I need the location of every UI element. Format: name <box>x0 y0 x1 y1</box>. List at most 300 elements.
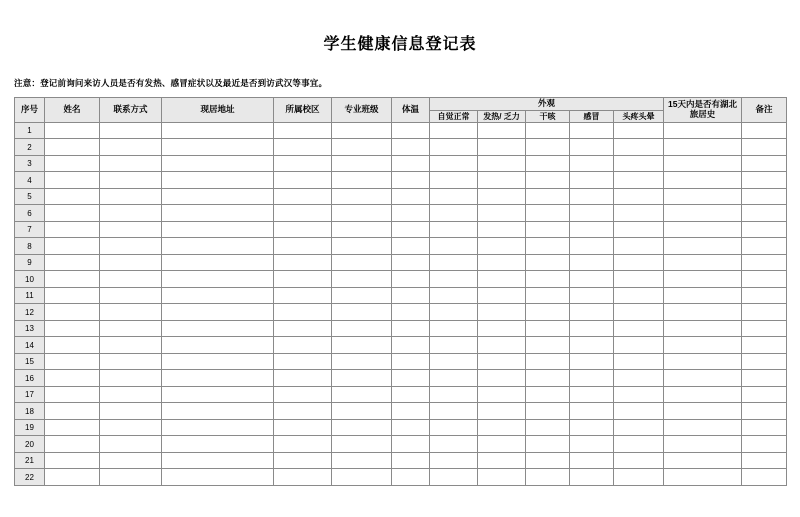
table-cell-empty[interactable] <box>614 238 664 255</box>
table-cell-empty[interactable] <box>430 353 478 370</box>
table-cell-empty[interactable] <box>526 370 570 387</box>
table-cell-empty[interactable] <box>274 419 332 436</box>
table-cell-empty[interactable] <box>526 337 570 354</box>
table-cell-empty[interactable] <box>45 353 100 370</box>
table-cell-empty[interactable] <box>742 436 787 453</box>
table-cell-empty[interactable] <box>430 304 478 321</box>
table-cell-empty[interactable] <box>526 205 570 222</box>
table-cell-empty[interactable] <box>100 188 162 205</box>
table-cell-empty[interactable] <box>478 221 526 238</box>
table-cell-empty[interactable] <box>742 271 787 288</box>
table-cell-empty[interactable] <box>478 452 526 469</box>
table-cell-empty[interactable] <box>430 139 478 156</box>
table-cell-empty[interactable] <box>45 155 100 172</box>
table-cell-empty[interactable] <box>274 386 332 403</box>
table-cell-empty[interactable] <box>742 287 787 304</box>
table-cell-empty[interactable] <box>274 370 332 387</box>
table-cell-empty[interactable] <box>100 337 162 354</box>
table-cell-empty[interactable] <box>430 188 478 205</box>
table-cell-empty[interactable] <box>100 122 162 139</box>
table-cell-empty[interactable] <box>392 221 430 238</box>
table-cell-empty[interactable] <box>526 287 570 304</box>
table-cell-empty[interactable] <box>100 287 162 304</box>
table-cell-empty[interactable] <box>570 221 614 238</box>
table-cell-empty[interactable] <box>478 155 526 172</box>
table-cell-empty[interactable] <box>392 254 430 271</box>
table-cell-empty[interactable] <box>45 320 100 337</box>
table-cell-empty[interactable] <box>570 238 614 255</box>
row-index-cell: 17 <box>15 386 45 403</box>
table-cell-empty[interactable] <box>570 320 614 337</box>
row-index-cell: 7 <box>15 221 45 238</box>
table-cell-empty[interactable] <box>274 452 332 469</box>
table-cell-empty[interactable] <box>742 353 787 370</box>
table-cell-empty[interactable] <box>45 287 100 304</box>
table-cell-empty[interactable] <box>430 436 478 453</box>
table-cell-empty[interactable] <box>664 287 742 304</box>
table-cell-empty[interactable] <box>526 122 570 139</box>
table-cell-empty[interactable] <box>45 403 100 420</box>
table-cell-empty[interactable] <box>100 403 162 420</box>
table-cell-empty[interactable] <box>332 205 392 222</box>
table-cell-empty[interactable] <box>430 320 478 337</box>
table-cell-empty[interactable] <box>664 188 742 205</box>
table-cell-empty[interactable] <box>332 221 392 238</box>
table-cell-empty[interactable] <box>332 386 392 403</box>
table-cell-empty[interactable] <box>274 403 332 420</box>
table-cell-empty[interactable] <box>162 221 274 238</box>
table-cell-empty[interactable] <box>526 419 570 436</box>
table-cell-empty[interactable] <box>100 238 162 255</box>
table-cell-empty[interactable] <box>332 287 392 304</box>
table-cell-empty[interactable] <box>526 403 570 420</box>
table-cell-empty[interactable] <box>392 353 430 370</box>
table-cell-empty[interactable] <box>526 172 570 189</box>
table-cell-empty[interactable] <box>570 287 614 304</box>
table-cell-empty[interactable] <box>742 320 787 337</box>
table-cell-empty[interactable] <box>614 122 664 139</box>
table-cell-empty[interactable] <box>45 139 100 156</box>
table-cell-empty[interactable] <box>100 386 162 403</box>
table-cell-empty[interactable] <box>478 353 526 370</box>
table-cell-empty[interactable] <box>570 172 614 189</box>
table-cell-empty[interactable] <box>430 287 478 304</box>
table-cell-empty[interactable] <box>742 238 787 255</box>
table-cell-empty[interactable] <box>614 370 664 387</box>
table-cell-empty[interactable] <box>614 254 664 271</box>
table-cell-empty[interactable] <box>742 188 787 205</box>
table-cell-empty[interactable] <box>664 122 742 139</box>
table-cell-empty[interactable] <box>45 436 100 453</box>
table-cell-empty[interactable] <box>45 304 100 321</box>
table-cell-empty[interactable] <box>664 419 742 436</box>
table-cell-empty[interactable] <box>274 188 332 205</box>
table-cell-empty[interactable] <box>478 436 526 453</box>
table-cell-empty[interactable] <box>392 469 430 486</box>
table-cell-empty[interactable] <box>162 403 274 420</box>
table-cell-empty[interactable] <box>100 419 162 436</box>
table-cell-empty[interactable] <box>614 403 664 420</box>
table-cell-empty[interactable] <box>332 452 392 469</box>
table-cell-empty[interactable] <box>274 353 332 370</box>
table-cell-empty[interactable] <box>162 386 274 403</box>
table-cell-empty[interactable] <box>664 469 742 486</box>
table-cell-empty[interactable] <box>664 139 742 156</box>
table-cell-empty[interactable] <box>614 452 664 469</box>
table-cell-empty[interactable] <box>614 436 664 453</box>
table-cell-empty[interactable] <box>274 139 332 156</box>
table-cell-empty[interactable] <box>162 205 274 222</box>
table-cell-empty[interactable] <box>664 205 742 222</box>
table-cell-empty[interactable] <box>274 469 332 486</box>
table-cell-empty[interactable] <box>430 452 478 469</box>
table-cell-empty[interactable] <box>664 386 742 403</box>
table-cell-empty[interactable] <box>478 304 526 321</box>
table-cell-empty[interactable] <box>664 452 742 469</box>
table-row <box>15 304 787 321</box>
table-cell-empty[interactable] <box>332 254 392 271</box>
table-cell-empty[interactable] <box>742 172 787 189</box>
table-cell-empty[interactable] <box>664 320 742 337</box>
table-cell-empty[interactable] <box>526 155 570 172</box>
table-cell-empty[interactable] <box>392 139 430 156</box>
table-cell-empty[interactable] <box>100 370 162 387</box>
table-cell-empty[interactable] <box>664 436 742 453</box>
table-cell-empty[interactable] <box>392 386 430 403</box>
table-cell-empty[interactable] <box>570 403 614 420</box>
table-cell-empty[interactable] <box>478 337 526 354</box>
table-cell-empty[interactable] <box>478 386 526 403</box>
table-cell-empty[interactable] <box>162 271 274 288</box>
table-cell-empty[interactable] <box>614 320 664 337</box>
table-cell-empty[interactable] <box>478 469 526 486</box>
table-cell-empty[interactable] <box>162 320 274 337</box>
table-cell-empty[interactable] <box>100 304 162 321</box>
table-cell-empty[interactable] <box>100 155 162 172</box>
table-cell-empty[interactable] <box>274 436 332 453</box>
table-cell-empty[interactable] <box>664 172 742 189</box>
column-header-appearance-normal: 自觉正常 <box>430 110 478 122</box>
table-cell-empty[interactable] <box>664 221 742 238</box>
table-cell-empty[interactable] <box>162 469 274 486</box>
table-cell-empty[interactable] <box>478 271 526 288</box>
table-cell-empty[interactable] <box>430 122 478 139</box>
table-cell-empty[interactable] <box>162 353 274 370</box>
table-cell-empty[interactable] <box>392 337 430 354</box>
table-cell-empty[interactable] <box>162 304 274 321</box>
table-cell-empty[interactable] <box>614 304 664 321</box>
table-cell-empty[interactable] <box>570 139 614 156</box>
table-cell-empty[interactable] <box>45 370 100 387</box>
table-cell-empty[interactable] <box>274 271 332 288</box>
table-cell-empty[interactable] <box>392 419 430 436</box>
table-cell-empty[interactable] <box>742 337 787 354</box>
table-cell-empty[interactable] <box>526 271 570 288</box>
table-cell-empty[interactable] <box>45 188 100 205</box>
table-cell-empty[interactable] <box>742 304 787 321</box>
table-cell-empty[interactable] <box>162 122 274 139</box>
table-cell-empty[interactable] <box>478 403 526 420</box>
table-cell-empty[interactable] <box>526 254 570 271</box>
table-cell-empty[interactable] <box>664 304 742 321</box>
table-cell-empty[interactable] <box>614 419 664 436</box>
table-cell-empty[interactable] <box>742 205 787 222</box>
table-cell-empty[interactable] <box>570 386 614 403</box>
table-cell-empty[interactable] <box>162 172 274 189</box>
table-cell-empty[interactable] <box>430 337 478 354</box>
table-cell-empty[interactable] <box>614 271 664 288</box>
table-cell-empty[interactable] <box>162 452 274 469</box>
table-cell-empty[interactable] <box>100 221 162 238</box>
table-cell-empty[interactable] <box>478 139 526 156</box>
table-cell-empty[interactable] <box>45 271 100 288</box>
table-cell-empty[interactable] <box>392 304 430 321</box>
table-cell-empty[interactable] <box>570 304 614 321</box>
table-cell-empty[interactable] <box>664 370 742 387</box>
table-cell-empty[interactable] <box>664 155 742 172</box>
table-cell-empty[interactable] <box>664 337 742 354</box>
table-cell-empty[interactable] <box>430 403 478 420</box>
table-cell-empty[interactable] <box>162 436 274 453</box>
table-cell-empty[interactable] <box>45 337 100 354</box>
table-cell-empty[interactable] <box>274 221 332 238</box>
table-cell-empty[interactable] <box>570 122 614 139</box>
table-cell-empty[interactable] <box>526 304 570 321</box>
table-cell-empty[interactable] <box>162 337 274 354</box>
table-cell-empty[interactable] <box>478 419 526 436</box>
table-cell-empty[interactable] <box>614 386 664 403</box>
table-cell-empty[interactable] <box>526 188 570 205</box>
table-cell-empty[interactable] <box>570 419 614 436</box>
table-cell-empty[interactable] <box>570 370 614 387</box>
table-cell-empty[interactable] <box>430 271 478 288</box>
table-cell-empty[interactable] <box>664 403 742 420</box>
table-cell-empty[interactable] <box>45 205 100 222</box>
table-cell-empty[interactable] <box>45 386 100 403</box>
table-cell-empty[interactable] <box>392 238 430 255</box>
row-index-cell: 9 <box>15 254 45 271</box>
table-cell-empty[interactable] <box>100 139 162 156</box>
table-cell-empty[interactable] <box>392 287 430 304</box>
table-cell-empty[interactable] <box>100 205 162 222</box>
table-cell-empty[interactable] <box>742 155 787 172</box>
table-row <box>15 436 787 453</box>
table-cell-empty[interactable] <box>392 205 430 222</box>
table-cell-empty[interactable] <box>614 469 664 486</box>
table-cell-empty[interactable] <box>430 155 478 172</box>
table-cell-empty[interactable] <box>392 188 430 205</box>
table-cell-empty[interactable] <box>570 254 614 271</box>
table-cell-empty[interactable] <box>100 452 162 469</box>
table-cell-empty[interactable] <box>478 205 526 222</box>
table-cell-empty[interactable] <box>742 221 787 238</box>
table-cell-empty[interactable] <box>332 139 392 156</box>
table-cell-empty[interactable] <box>100 271 162 288</box>
table-cell-empty[interactable] <box>742 386 787 403</box>
table-cell-empty[interactable] <box>430 205 478 222</box>
table-cell-empty[interactable] <box>100 436 162 453</box>
table-cell-empty[interactable] <box>570 271 614 288</box>
table-cell-empty[interactable] <box>478 122 526 139</box>
table-cell-empty[interactable] <box>162 188 274 205</box>
table-cell-empty[interactable] <box>664 254 742 271</box>
table-cell-empty[interactable] <box>614 221 664 238</box>
table-cell-empty[interactable] <box>478 370 526 387</box>
table-cell-empty[interactable] <box>478 320 526 337</box>
table-cell-empty[interactable] <box>45 221 100 238</box>
table-cell-empty[interactable] <box>332 271 392 288</box>
table-cell-empty[interactable] <box>162 287 274 304</box>
table-cell-empty[interactable] <box>274 304 332 321</box>
table-cell-empty[interactable] <box>742 370 787 387</box>
table-cell-empty[interactable] <box>570 155 614 172</box>
table-cell-empty[interactable] <box>45 254 100 271</box>
table-cell-empty[interactable] <box>274 287 332 304</box>
table-cell-empty[interactable] <box>274 254 332 271</box>
table-row <box>15 188 787 205</box>
table-cell-empty[interactable] <box>614 353 664 370</box>
table-cell-empty[interactable] <box>392 370 430 387</box>
row-index-cell: 22 <box>15 469 45 486</box>
table-cell-empty[interactable] <box>430 254 478 271</box>
column-header-appearance-fever: 发热/ 乏力 <box>478 110 526 122</box>
table-cell-empty[interactable] <box>162 238 274 255</box>
table-cell-empty[interactable] <box>526 238 570 255</box>
table-cell-empty[interactable] <box>332 469 392 486</box>
table-cell-empty[interactable] <box>100 320 162 337</box>
table-cell-empty[interactable] <box>570 469 614 486</box>
table-cell-empty[interactable] <box>526 469 570 486</box>
table-cell-empty[interactable] <box>526 436 570 453</box>
table-cell-empty[interactable] <box>332 172 392 189</box>
table-cell-empty[interactable] <box>430 419 478 436</box>
table-cell-empty[interactable] <box>614 337 664 354</box>
table-cell-empty[interactable] <box>392 436 430 453</box>
table-cell-empty[interactable] <box>332 304 392 321</box>
table-cell-empty[interactable] <box>392 122 430 139</box>
table-cell-empty[interactable] <box>570 337 614 354</box>
table-cell-empty[interactable] <box>162 139 274 156</box>
table-cell-empty[interactable] <box>45 452 100 469</box>
table-cell-empty[interactable] <box>570 436 614 453</box>
table-cell-empty[interactable] <box>45 122 100 139</box>
table-cell-empty[interactable] <box>274 320 332 337</box>
table-cell-empty[interactable] <box>332 436 392 453</box>
table-cell-empty[interactable] <box>742 469 787 486</box>
table-cell-empty[interactable] <box>162 254 274 271</box>
table-cell-empty[interactable] <box>274 122 332 139</box>
table-cell-empty[interactable] <box>430 221 478 238</box>
table-cell-empty[interactable] <box>392 452 430 469</box>
table-cell-empty[interactable] <box>526 353 570 370</box>
table-cell-empty[interactable] <box>742 419 787 436</box>
table-cell-empty[interactable] <box>614 139 664 156</box>
table-cell-empty[interactable] <box>526 452 570 469</box>
table-cell-empty[interactable] <box>162 419 274 436</box>
table-cell-empty[interactable] <box>332 238 392 255</box>
table-cell-empty[interactable] <box>478 172 526 189</box>
table-cell-empty[interactable] <box>430 469 478 486</box>
table-row <box>15 287 787 304</box>
table-cell-empty[interactable] <box>392 403 430 420</box>
table-cell-empty[interactable] <box>614 188 664 205</box>
table-cell-empty[interactable] <box>100 172 162 189</box>
table-cell-empty[interactable] <box>332 353 392 370</box>
table-cell-empty[interactable] <box>742 139 787 156</box>
table-cell-empty[interactable] <box>478 188 526 205</box>
table-cell-empty[interactable] <box>664 238 742 255</box>
table-cell-empty[interactable] <box>742 254 787 271</box>
table-cell-empty[interactable] <box>274 172 332 189</box>
table-cell-empty[interactable] <box>162 155 274 172</box>
table-cell-empty[interactable] <box>614 155 664 172</box>
table-cell-empty[interactable] <box>430 172 478 189</box>
table-cell-empty[interactable] <box>742 122 787 139</box>
table-cell-empty[interactable] <box>45 172 100 189</box>
table-cell-empty[interactable] <box>274 238 332 255</box>
table-cell-empty[interactable] <box>392 271 430 288</box>
table-cell-empty[interactable] <box>332 122 392 139</box>
table-cell-empty[interactable] <box>162 370 274 387</box>
table-cell-empty[interactable] <box>332 320 392 337</box>
table-cell-empty[interactable] <box>570 452 614 469</box>
table-cell-empty[interactable] <box>392 320 430 337</box>
table-cell-empty[interactable] <box>45 238 100 255</box>
table-cell-empty[interactable] <box>664 271 742 288</box>
table-cell-empty[interactable] <box>742 403 787 420</box>
table-cell-empty[interactable] <box>45 469 100 486</box>
table-cell-empty[interactable] <box>430 386 478 403</box>
table-cell-empty[interactable] <box>274 205 332 222</box>
table-cell-empty[interactable] <box>614 172 664 189</box>
table-cell-empty[interactable] <box>392 155 430 172</box>
table-cell-empty[interactable] <box>100 254 162 271</box>
table-cell-empty[interactable] <box>332 188 392 205</box>
table-cell-empty[interactable] <box>526 320 570 337</box>
table-cell-empty[interactable] <box>332 370 392 387</box>
table-cell-empty[interactable] <box>478 287 526 304</box>
table-cell-empty[interactable] <box>742 452 787 469</box>
table-cell-empty[interactable] <box>478 238 526 255</box>
table-cell-empty[interactable] <box>274 337 332 354</box>
table-cell-empty[interactable] <box>526 386 570 403</box>
page-title: 学生健康信息登记表 <box>323 36 477 53</box>
table-cell-empty[interactable] <box>45 419 100 436</box>
table-cell-empty[interactable] <box>664 353 742 370</box>
table-cell-empty[interactable] <box>332 419 392 436</box>
table-row <box>15 370 787 387</box>
table-cell-empty[interactable] <box>332 403 392 420</box>
table-cell-empty[interactable] <box>570 188 614 205</box>
table-cell-empty[interactable] <box>392 172 430 189</box>
column-header-appearance-cold: 感冒 <box>570 110 614 122</box>
table-cell-empty[interactable] <box>614 205 664 222</box>
table-cell-empty[interactable] <box>332 155 392 172</box>
table-cell-empty[interactable] <box>570 353 614 370</box>
table-cell-empty[interactable] <box>100 353 162 370</box>
table-cell-empty[interactable] <box>430 370 478 387</box>
table-cell-empty[interactable] <box>526 221 570 238</box>
table-cell-empty[interactable] <box>570 205 614 222</box>
row-index-cell: 15 <box>15 353 45 370</box>
table-cell-empty[interactable] <box>100 469 162 486</box>
table-cell-empty[interactable] <box>526 139 570 156</box>
table-cell-empty[interactable] <box>614 287 664 304</box>
table-cell-empty[interactable] <box>430 238 478 255</box>
table-cell-empty[interactable] <box>332 337 392 354</box>
table-cell-empty[interactable] <box>274 155 332 172</box>
table-cell-empty[interactable] <box>478 254 526 271</box>
